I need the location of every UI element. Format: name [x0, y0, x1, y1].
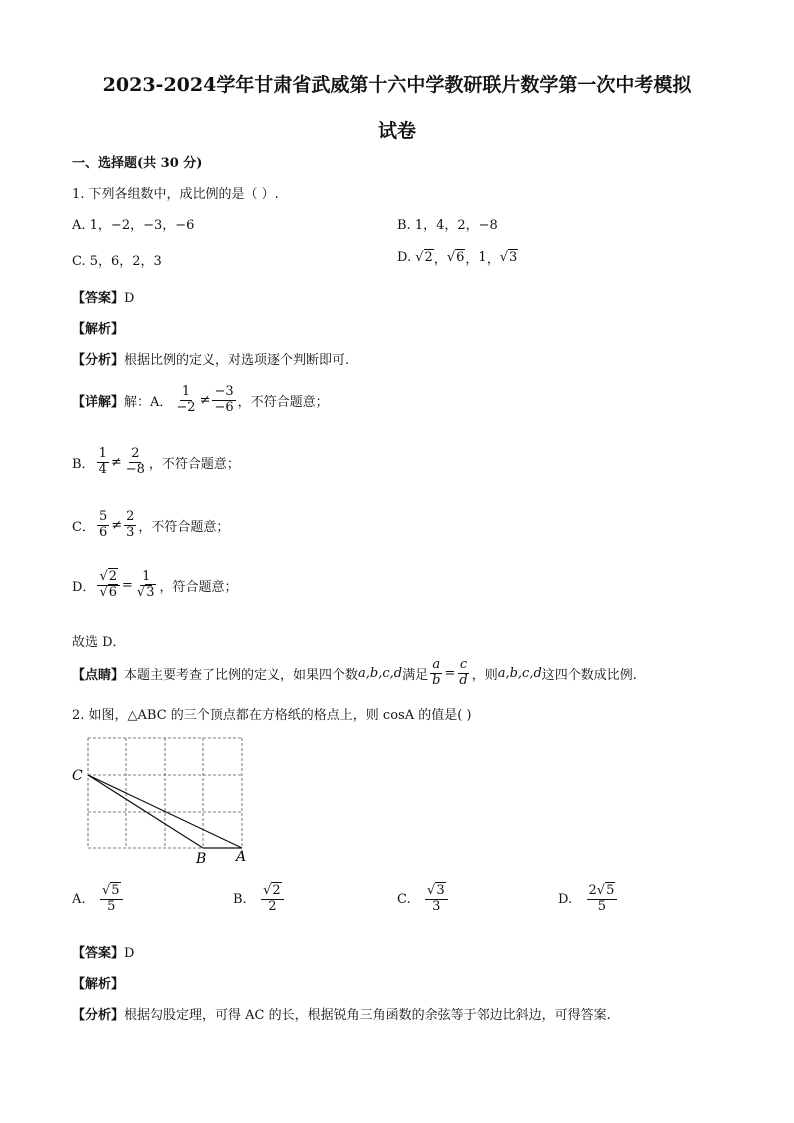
page-title: 2023-2024学年甘肃省武威第十六中学教研联片数学第一次中考模拟	[102, 74, 692, 96]
fraction: $\frac{2}{-8}$	[125, 446, 145, 477]
q1-option-d-label: D.	[397, 250, 412, 265]
q2-option-a: A. $\frac{√5}{5}$	[72, 884, 125, 915]
fraction: $\frac{c}{d}$	[459, 657, 468, 688]
q2-stem: 2. 如图，△ABC 的三个顶点都在方格纸的格点上，则 cosA 的值是( )	[72, 708, 472, 723]
q1-option-b: B. 1，4，2，−8	[397, 218, 498, 233]
fraction: $\frac{1}{√3}$	[136, 569, 155, 600]
q1-analysis-tag: 【解析】	[72, 322, 125, 337]
label-c: C	[72, 768, 83, 784]
q1-detail-a: 【详解】 解：A． $\frac{1}{-2}$ ≠ $\frac{-3}{-6}$ ，不符合题意；	[72, 384, 329, 415]
q1-detail-d: D． $\frac{√2}{√6}$ = $\frac{1}{√3}$ ，符合题意；	[72, 569, 238, 600]
label-a: A	[236, 849, 247, 865]
q1-option-a: A. 1，−2，−3，−6	[72, 218, 195, 233]
section-heading: 一、选择题(共 30 分)	[72, 156, 203, 171]
q1-dianjing: 【点睛】 本题主要考查了比例的定义，如果四个数 a,b,c,d 满足 $\frac{a}{b}$ = $\frac{c}{d}$ ，则 a,b,c,d 这四个数成比例.	[72, 657, 637, 688]
grid-lines	[88, 738, 242, 848]
sqrt-6: √6	[446, 250, 465, 265]
q2-option-c: C. $\frac{√3}{3}$	[397, 884, 450, 915]
q2-option-d: D. $\frac{2√5}{5}$	[558, 884, 619, 915]
q2-option-b: B. $\frac{√2}{2}$	[233, 884, 286, 915]
fraction: $\frac{5}{6}$	[98, 509, 108, 540]
q1-option-c: C. 5，6，2，3	[72, 254, 162, 269]
sqrt-2: √2	[415, 250, 433, 265]
fraction: $\frac{-3}{-6}$	[214, 384, 234, 415]
q1-option-d: D. √2 ， √6 ， 1 ， √3	[397, 250, 518, 267]
fraction: $\frac{√2}{√6}$	[97, 570, 120, 601]
q1-detail-b: B． $\frac{1}{4}$ ≠ $\frac{2}{-8}$ ，不符合题意；	[72, 446, 240, 477]
d-value-1: 1	[478, 250, 487, 265]
q1-stem: 1. 下列各组数中，成比例的是（ ）.	[72, 187, 279, 202]
q1-detail-c: C． $\frac{5}{6}$ ≠ $\frac{2}{3}$ ，不符合题意；	[72, 509, 230, 540]
q2-grid-figure	[66, 730, 266, 870]
fraction: $\frac{2}{3}$	[126, 509, 135, 540]
q1-fenxi: 【分析】根据比例的定义，对选项逐个判断即可.	[72, 353, 350, 368]
sqrt-3: √3	[499, 250, 518, 265]
q1-conclusion: 故选 D．	[72, 635, 126, 650]
q1-answer: 【答案】D	[72, 291, 135, 306]
q2-fenxi: 【分析】根据勾股定理，可得 AC 的长，根据锐角三角函数的余弦等于邻边比斜边，可得答案.	[72, 1008, 611, 1023]
fraction: $\frac{a}{b}$	[432, 657, 441, 688]
fraction: $\frac{1}{4}$	[98, 446, 107, 477]
q2-answer: 【答案】D	[72, 946, 135, 961]
fraction: $\frac{1}{-2}$	[176, 384, 196, 415]
label-b: B	[196, 851, 207, 867]
q2-analysis-tag: 【解析】	[72, 977, 125, 992]
page-title-line2: 试卷	[377, 120, 416, 142]
